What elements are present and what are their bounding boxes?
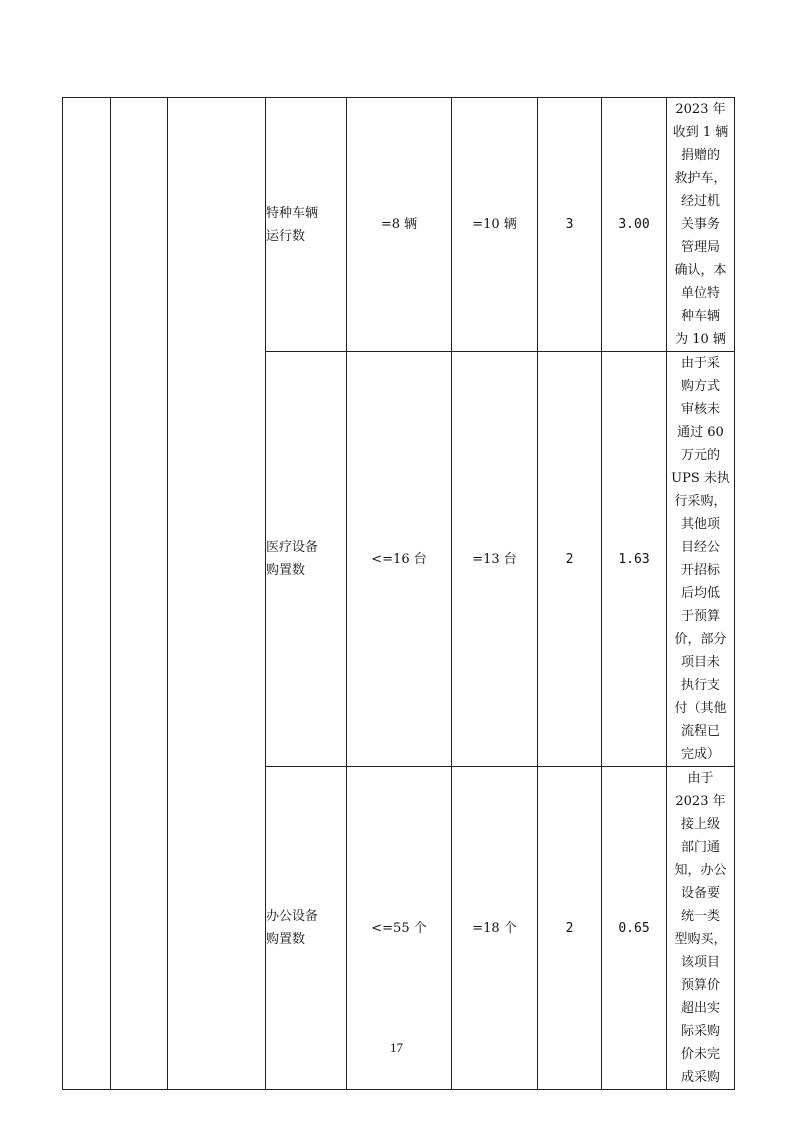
indicator-cell: 医疗设备 购置数 [266, 352, 347, 767]
table-row [63, 98, 735, 352]
level2-cell [111, 98, 168, 1090]
score-cell: 0.65 [602, 767, 667, 1090]
performance-table [62, 97, 735, 1090]
target-cell: =8 辆 [347, 98, 452, 352]
weight-cell: 2 [538, 767, 602, 1090]
level1-cell [63, 98, 111, 1090]
target-cell: <=16 台 [347, 352, 452, 767]
score-cell: 3.00 [602, 98, 667, 352]
actual-cell: =18 个 [452, 767, 538, 1090]
weight-cell: 3 [538, 98, 602, 352]
indicator-cell: 特种车辆 运行数 [266, 98, 347, 352]
target-cell: <=55 个 [347, 767, 452, 1090]
page-number: 17 [390, 1040, 403, 1055]
actual-cell: =10 辆 [452, 98, 538, 352]
reason-cell: 2023 年 收到 1 辆 捐赠的 救护车， 经过机 关事务 管理局 确认，本 单位特 种车辆 为 10 辆 [667, 98, 735, 352]
level3-cell [168, 98, 266, 1090]
score-cell: 1.63 [602, 352, 667, 767]
weight-cell: 2 [538, 352, 602, 767]
reason-cell: 由于 2023 年 接上级 部门通 知，办公 设备要 统一类 型购买， 该项目 预算价 超出实 际采购 价未完 成采购 [667, 767, 735, 1090]
reason-cell: 由于采 购方式 审核未 通过 60 万元的 UPS 未执 行采购， 其他项 目经公 开招标 后均低 于预算 价，部分 项目未 执行支 付（其他 流程已 完成） [667, 352, 735, 767]
indicator-cell: 办公设备 购置数 [266, 767, 347, 1090]
actual-cell: =13 台 [452, 352, 538, 767]
